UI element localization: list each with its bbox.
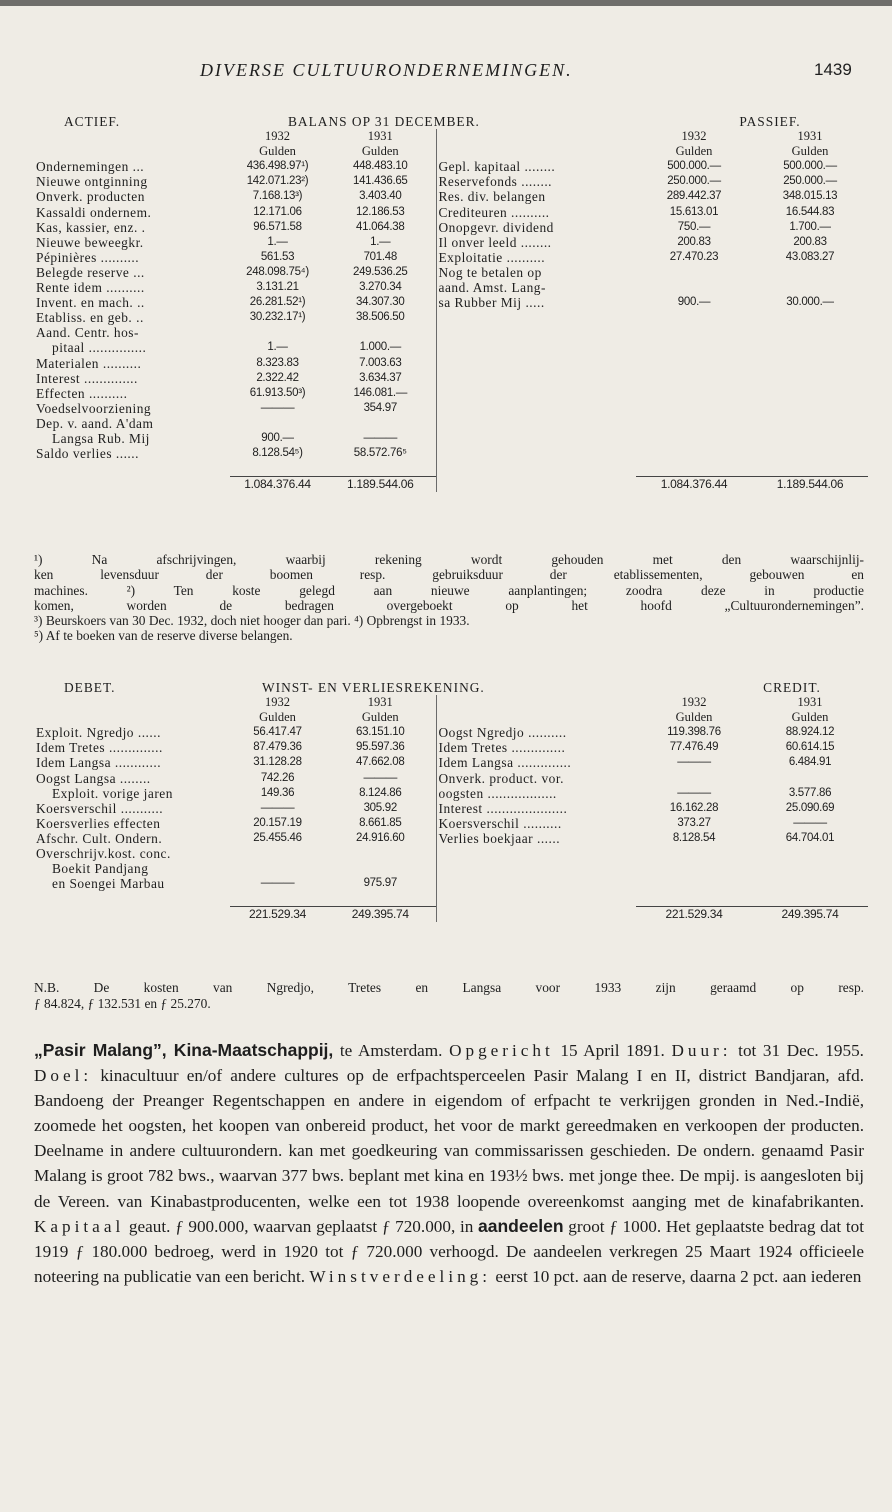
value-1931: 305.92 — [363, 801, 397, 814]
table-row — [34, 816, 868, 831]
aandeelen-label: aandeelen — [478, 1215, 564, 1236]
unit-gulden: Gulden — [791, 144, 829, 159]
value-1932 — [636, 356, 752, 371]
value-1931: 95.597.36 — [356, 741, 405, 754]
company-paragraph: „Pasir Malang”, Kina-Maatschappij, te Amsterdam. Opgericht 15 April 1891. Duur: tot 31 Dec. 1955. Doel: kinacultuur en/of andere cultures op de erfpachtsperceelen Pasir Malang I en II, district Bandjaran, afd. Bandoeng der Preanger Regentschappen en andere in eigendom of erfpacht te verkrijgen gronden in Ned.-Indië, zoomede het oogsten, het koopen van onbereid product, het voor de markt gereedmaken en verkoopen der producten. Deelname in andere cultuurondern. kan met goedkeuring van commissarissen geschieden. De ondern. genaamd Pasir Malang is groot 782 bws., waarvan 377 bws. beplant met kina en 193½ bws. met jonge thee. De mpij. is aangesloten bij de Vereen. van Kinabastproducenten, welke een tot 1938 loopende overeenkomst aanging met de kinafabrikanten. Kapitaal geaut. ƒ 900.000, waarvan geplaatst ƒ 720.000, in aandeelen groot ƒ 1000. Het geplaatste bedrag dat tot 1919 ƒ 180.000 bedroeg, werd in 1920 tot ƒ 720.000 verhoogd. De aandeelen verkregen 25 Maart 1924 officieele notеering na publicatie van een bericht. Winstverdeeling: eerst 10 pct. aan de reserve, daarna 2 pct. aan iederen — [34, 1040, 865, 1286]
row-label: Res. div. belangen — [436, 189, 636, 204]
value-1932 — [230, 325, 325, 340]
row-label — [436, 401, 636, 416]
value-1931 — [752, 280, 868, 295]
value-1932: 8.128.54⁵) — [252, 447, 303, 460]
running-head: DIVERSE CULTUURONDERNEMINGEN. — [200, 60, 573, 80]
table-row — [34, 771, 868, 786]
row-label — [436, 876, 636, 891]
row-label: Idem Tretes .............. — [436, 740, 636, 755]
value-1931: 25.090.69 — [785, 801, 835, 814]
passief-heading: PASSIEF. — [739, 114, 801, 129]
row-label: Reservefonds ........ — [436, 174, 636, 189]
value-1932: 149.36 — [260, 786, 295, 799]
value-1931: 448.483.10 — [352, 160, 408, 173]
value-1932: ——— — [260, 877, 295, 890]
value-1932: 900.— — [261, 431, 294, 444]
row-label: Kas, kassier, enz. . — [36, 219, 146, 235]
value-1931 — [752, 861, 868, 876]
value-1932: 31.128.28 — [253, 756, 302, 769]
value-1932 — [636, 386, 752, 401]
value-1932: 25.455.46 — [253, 831, 302, 844]
table-row — [34, 801, 868, 816]
row-label: sa Rubber Mij ..... — [436, 295, 636, 310]
value-1932 — [636, 325, 752, 340]
value-1931: 24.916.60 — [356, 831, 405, 844]
value-1931: 8.661.85 — [359, 816, 402, 829]
footnote-line: machines. ²) Ten koste gelegd aan nieuwe aanplantingen; zoodra deze in productie — [34, 582, 864, 598]
balance-year-row — [34, 129, 868, 144]
table-row — [34, 831, 868, 846]
nb-line: N.B. De kosten van Ngredjo, Tretes en Langsa voor 1933 zijn geraamd op resp. — [34, 980, 864, 995]
unit-gulden: Gulden — [259, 144, 296, 159]
unit-gulden: Gulden — [361, 710, 399, 725]
value-1931: 200.83 — [793, 235, 827, 248]
table-row — [34, 725, 868, 740]
total-1932: 221.529.34 — [636, 906, 752, 922]
row-label: Invent. en mach. .. — [36, 295, 145, 311]
row-label: Onverk. product. vor. — [436, 771, 636, 786]
value-1932 — [636, 280, 752, 295]
value-1932: 500.000.— — [667, 160, 721, 173]
value-1932 — [230, 861, 325, 876]
value-1931: 3.270.34 — [359, 281, 402, 294]
table-row — [34, 310, 868, 325]
row-label: Nieuwe ontginning — [36, 174, 148, 190]
value-1932: 561.53 — [260, 250, 295, 263]
value-1932: 96.571.58 — [253, 220, 302, 233]
table-row — [34, 755, 868, 770]
value-1932: 56.417.47 — [253, 726, 302, 739]
year-1931: 1931 — [797, 129, 823, 144]
row-label: Kassaldi ondernem. — [36, 204, 152, 220]
value-1931 — [752, 340, 868, 355]
value-1931: 88.924.12 — [785, 726, 835, 739]
total-1932: 221.529.34 — [230, 906, 325, 922]
value-1932: 289.442.37 — [666, 190, 722, 203]
value-1932 — [230, 846, 325, 861]
table-row — [34, 340, 868, 355]
row-label: Belegde reserve ... — [36, 264, 145, 280]
total-1931: 249.395.74 — [752, 906, 868, 922]
value-1931 — [752, 371, 868, 386]
table-row — [34, 786, 868, 801]
total-1931: 249.395.74 — [325, 906, 436, 922]
actief-heading: ACTIEF. — [64, 114, 121, 129]
value-1931: 8.124.86 — [359, 786, 402, 799]
row-label: Idem Langsa .............. — [436, 755, 636, 770]
value-1932 — [636, 431, 752, 446]
total-1931: 1.189.544.06 — [325, 476, 436, 492]
value-1931: 141.436.65 — [352, 175, 408, 188]
row-label: Overschrijv.kost. conc. — [36, 846, 171, 862]
value-1932: 15.613.01 — [669, 205, 719, 218]
table-row — [34, 205, 868, 220]
value-1932: 1.— — [267, 341, 288, 354]
value-1931 — [752, 446, 868, 461]
value-1932: 742.26 — [260, 771, 295, 784]
row-label — [436, 431, 636, 446]
total-1932: 1.084.376.44 — [230, 476, 325, 492]
row-label: Dep. v. aand. A'dam — [36, 415, 154, 431]
value-1932: 30.232.17¹) — [249, 311, 306, 324]
year-1932: 1932 — [265, 129, 290, 144]
value-1931: 6.484.91 — [788, 756, 832, 769]
table-row — [34, 280, 868, 295]
row-label: Materialen .......... — [36, 355, 142, 371]
row-label: Aand. Centr. hos- — [36, 325, 139, 341]
value-1932: 750.— — [677, 220, 711, 233]
value-1932: 200.83 — [677, 235, 711, 248]
row-label: Idem Langsa ............ — [36, 755, 162, 771]
value-1932: 900.— — [677, 296, 711, 309]
total-row — [34, 906, 868, 922]
value-1932: 26.281.52¹) — [249, 296, 306, 309]
row-label: Pépinières .......... — [36, 249, 140, 265]
year-1932: 1932 — [681, 129, 707, 144]
value-1931: 3.577.86 — [788, 786, 832, 799]
unit-gulden: Gulden — [675, 144, 713, 159]
value-1932 — [636, 846, 752, 861]
row-label: Boekit Pandjang — [52, 861, 149, 877]
pl-heading: WINST- EN VERLIESREKENING. — [262, 680, 485, 695]
table-row — [34, 174, 868, 189]
table-row — [34, 159, 868, 174]
unit-gulden: Gulden — [675, 710, 713, 725]
value-1932 — [636, 771, 752, 786]
value-1932 — [636, 446, 752, 461]
value-1931 — [752, 310, 868, 325]
value-1932 — [636, 265, 752, 280]
value-1932: 373.27 — [677, 816, 711, 829]
debet-heading: DEBET. — [64, 680, 116, 695]
value-1932: ——— — [677, 756, 711, 769]
value-1931 — [325, 416, 436, 431]
footnotes — [34, 552, 864, 644]
value-1932: 16.162.28 — [669, 801, 719, 814]
value-1931: 1.— — [370, 235, 391, 248]
value-1931: 41.064.38 — [356, 220, 405, 233]
balance-sheet-table — [34, 114, 868, 492]
value-1931: 43.083.27 — [785, 250, 835, 263]
value-1932: 8.323.83 — [256, 356, 299, 369]
row-label — [436, 861, 636, 876]
page-header — [0, 60, 892, 84]
table-row — [34, 846, 868, 861]
value-1931: 16.544.83 — [785, 205, 835, 218]
value-1932: 8.128.54 — [672, 831, 716, 844]
table-row — [34, 876, 868, 891]
value-1931 — [752, 265, 868, 280]
duur-label: Duur: — [671, 1041, 732, 1060]
table-row — [34, 356, 868, 371]
value-1931 — [752, 386, 868, 401]
row-label: Ondernemingen ... — [36, 159, 145, 175]
row-label: Il onver leeld ........ — [436, 235, 636, 250]
value-1931 — [752, 325, 868, 340]
value-1932: 250.000.— — [667, 175, 721, 188]
value-1931 — [752, 356, 868, 371]
table-row — [34, 740, 868, 755]
row-label: Nog te betalen op — [436, 265, 636, 280]
value-1932: ——— — [260, 801, 295, 814]
row-label: Crediteuren .......... — [436, 205, 636, 220]
value-1931: 7.003.63 — [359, 356, 402, 369]
row-label: Voedselvoorziening — [36, 400, 152, 416]
value-1931: 30.000.— — [786, 296, 834, 309]
value-1932: 7.168.13³) — [252, 190, 303, 203]
unit-gulden: Gulden — [361, 144, 399, 159]
value-1931 — [752, 401, 868, 416]
year-1931: 1931 — [367, 129, 393, 144]
table-row — [34, 446, 868, 461]
year-1932: 1932 — [681, 695, 707, 710]
value-1932 — [636, 876, 752, 891]
footnote-line: komen, worden de bedragen overgeboekt op het hoofd „Cultuurondernemingen”. — [34, 597, 864, 613]
year-1931: 1931 — [367, 695, 393, 710]
row-label — [436, 356, 636, 371]
profit-loss-table — [34, 680, 868, 922]
row-label — [436, 371, 636, 386]
value-1931: ——— — [363, 431, 398, 444]
nb-line: ƒ 84.824, ƒ 132.531 en ƒ 25.270. — [34, 996, 211, 1011]
unit-gulden: Gulden — [259, 710, 296, 725]
value-1932 — [636, 340, 752, 355]
value-1931: 12.186.53 — [356, 205, 405, 218]
value-1932 — [636, 401, 752, 416]
unit-gulden: Gulden — [791, 710, 829, 725]
value-1931: 348.015.13 — [782, 190, 838, 203]
value-1932: 3.131.21 — [256, 281, 299, 294]
value-1932: ——— — [260, 401, 295, 414]
value-1932: 142.071.23²) — [246, 175, 309, 188]
value-1931: 701.48 — [363, 250, 397, 263]
row-label: Koersverschil ........... — [36, 800, 164, 816]
value-1931: 38.506.50 — [356, 311, 405, 324]
company-name: „Pasir Malang”, Kina-Maatschappij, — [34, 1040, 334, 1060]
table-row — [34, 220, 868, 235]
balance-title-row — [34, 114, 868, 129]
table-row — [34, 295, 868, 310]
row-label — [436, 386, 636, 401]
row-label: Nieuwe beweegkr. — [36, 234, 144, 250]
value-1931 — [752, 876, 868, 891]
footnote-line: ⁵) Af te boeken van de reserve diverse belangen. — [34, 628, 293, 644]
value-1931: 354.97 — [363, 401, 397, 414]
table-row — [34, 189, 868, 204]
pl-unit-row — [34, 710, 868, 725]
pl-year-row — [34, 695, 868, 710]
row-label: Idem Tretes .............. — [36, 740, 163, 756]
row-label: pitaal ............... — [52, 340, 147, 356]
total-row — [34, 476, 868, 492]
row-label — [436, 446, 636, 461]
footnote-line: ¹) Na afschrijvingen, waarbij rekening wordt gehouden met den waarschijnlij- — [34, 552, 864, 567]
value-1931 — [325, 861, 436, 876]
year-1932: 1932 — [265, 695, 290, 710]
value-1931: 1.700.— — [789, 220, 831, 233]
value-1932 — [636, 861, 752, 876]
table-row — [34, 386, 868, 401]
row-label: Onopgevr. dividend — [436, 220, 636, 235]
year-1931: 1931 — [797, 695, 823, 710]
value-1932 — [636, 310, 752, 325]
value-1932: 61.913.50³) — [249, 386, 306, 399]
row-label: Afschr. Cult. Ondern. — [36, 830, 163, 846]
row-label: Verlies boekjaar ...... — [436, 831, 636, 846]
value-1931 — [752, 846, 868, 861]
value-1931: 249.536.25 — [352, 265, 408, 278]
table-row — [34, 416, 868, 431]
footnote-line: ³) Beurskoers van 30 Dec. 1932, doch niet hooger dan pari. ⁴) Opbrengst in 1933. — [34, 613, 470, 629]
balance-heading: BALANS OP 31 DECEMBER. — [288, 114, 480, 129]
row-label: aand. Amst. Lang- — [436, 280, 636, 295]
row-label: Interest ..................... — [436, 801, 636, 816]
row-label — [436, 416, 636, 431]
row-label: oogsten .................. — [436, 786, 636, 801]
value-1932 — [636, 416, 752, 431]
value-1932: 77.476.49 — [669, 741, 719, 754]
table-row — [34, 265, 868, 280]
value-1932: 87.479.36 — [253, 741, 302, 754]
row-label: Exploit. Ngredjo ...... — [36, 725, 161, 741]
value-1932: ——— — [677, 786, 711, 799]
row-label: Exploitatie .......... — [436, 250, 636, 265]
value-1931: 63.151.10 — [356, 726, 405, 739]
total-1931: 1.189.544.06 — [752, 476, 868, 492]
table-row — [34, 325, 868, 340]
value-1932: 27.470.23 — [669, 250, 719, 263]
value-1931: 64.704.01 — [785, 831, 835, 844]
value-1932: 12.171.06 — [253, 205, 302, 218]
spacer-row — [34, 891, 868, 906]
value-1932 — [636, 371, 752, 386]
value-1932: 2.322.42 — [256, 371, 299, 384]
value-1931 — [752, 431, 868, 446]
row-label — [436, 846, 636, 861]
row-label: Koersverschil .......... — [436, 816, 636, 831]
doel-label: Doel: — [34, 1066, 93, 1086]
table-row — [34, 250, 868, 265]
value-1932: 1.— — [267, 235, 288, 248]
row-label: Oogst Langsa ........ — [36, 770, 151, 786]
value-1931 — [325, 846, 436, 861]
value-1931: ——— — [793, 816, 827, 829]
row-label: Onverk. producten — [36, 189, 145, 205]
total-1932: 1.084.376.44 — [636, 476, 752, 492]
row-label: en Soengei Marbau — [52, 876, 165, 892]
row-label — [436, 310, 636, 325]
value-1932 — [230, 416, 325, 431]
table-row — [34, 431, 868, 446]
row-label: Interest .............. — [36, 370, 138, 386]
kapitaal-label: Kapitaal — [34, 1216, 125, 1236]
page-number: 1439 — [814, 60, 852, 79]
value-1931: 500.000.— — [783, 160, 837, 173]
value-1931: 146.081.— — [353, 386, 408, 399]
value-1932: 119.398.76 — [667, 726, 721, 739]
row-label: Rente idem .......... — [36, 280, 145, 296]
value-1931: 58.572.76⁵ — [353, 447, 407, 460]
row-label: Etabliss. en geb. .. — [36, 310, 144, 326]
row-label: Gepl. kapitaal ........ — [436, 159, 636, 174]
spacer-row — [34, 461, 868, 476]
value-1931 — [752, 771, 868, 786]
value-1931: 1.000.— — [359, 341, 401, 354]
row-label: Exploit. vorige jaren — [52, 785, 173, 801]
row-label: Effecten .......... — [36, 385, 128, 401]
row-label — [436, 340, 636, 355]
value-1931: 60.614.15 — [785, 741, 835, 754]
value-1931: 47.662.08 — [356, 756, 405, 769]
value-1931: 250.000.— — [783, 175, 837, 188]
table-row — [34, 401, 868, 416]
balance-unit-row — [34, 144, 868, 159]
nb-note — [34, 980, 864, 1012]
credit-heading: CREDIT. — [763, 680, 821, 695]
row-label: Koersverlies effecten — [36, 815, 161, 831]
row-label: Langsa Rub. Mij — [52, 430, 150, 446]
opgericht-label: Opgericht — [449, 1041, 554, 1060]
value-1931: 3.634.37 — [359, 371, 402, 384]
table-row — [34, 371, 868, 386]
value-1932: 20.157.19 — [253, 816, 302, 829]
table-row — [34, 861, 868, 876]
value-1931: 975.97 — [363, 877, 397, 890]
value-1931: 3.403.40 — [359, 190, 402, 203]
value-1931 — [752, 416, 868, 431]
value-1932: 436.498.97¹) — [246, 160, 309, 173]
table-row — [34, 235, 868, 250]
company-description — [34, 1038, 864, 1289]
value-1931: 34.307.30 — [356, 296, 405, 309]
value-1931: ——— — [363, 771, 398, 784]
winstverdeeling-label: Winstverdeeling: — [309, 1266, 492, 1286]
top-edge-bar — [0, 0, 892, 6]
row-label: Saldo verlies ...... — [36, 446, 139, 462]
value-1932: 248.098.75⁴) — [246, 265, 309, 278]
value-1931 — [325, 325, 436, 340]
pl-title-row — [34, 680, 868, 695]
row-label: Oogst Ngredjo .......... — [436, 725, 636, 740]
row-label — [436, 325, 636, 340]
footnote-line: ken levensduur der boomen resp. gebruiksduur der etablissementen, gebouwen en — [34, 567, 864, 583]
